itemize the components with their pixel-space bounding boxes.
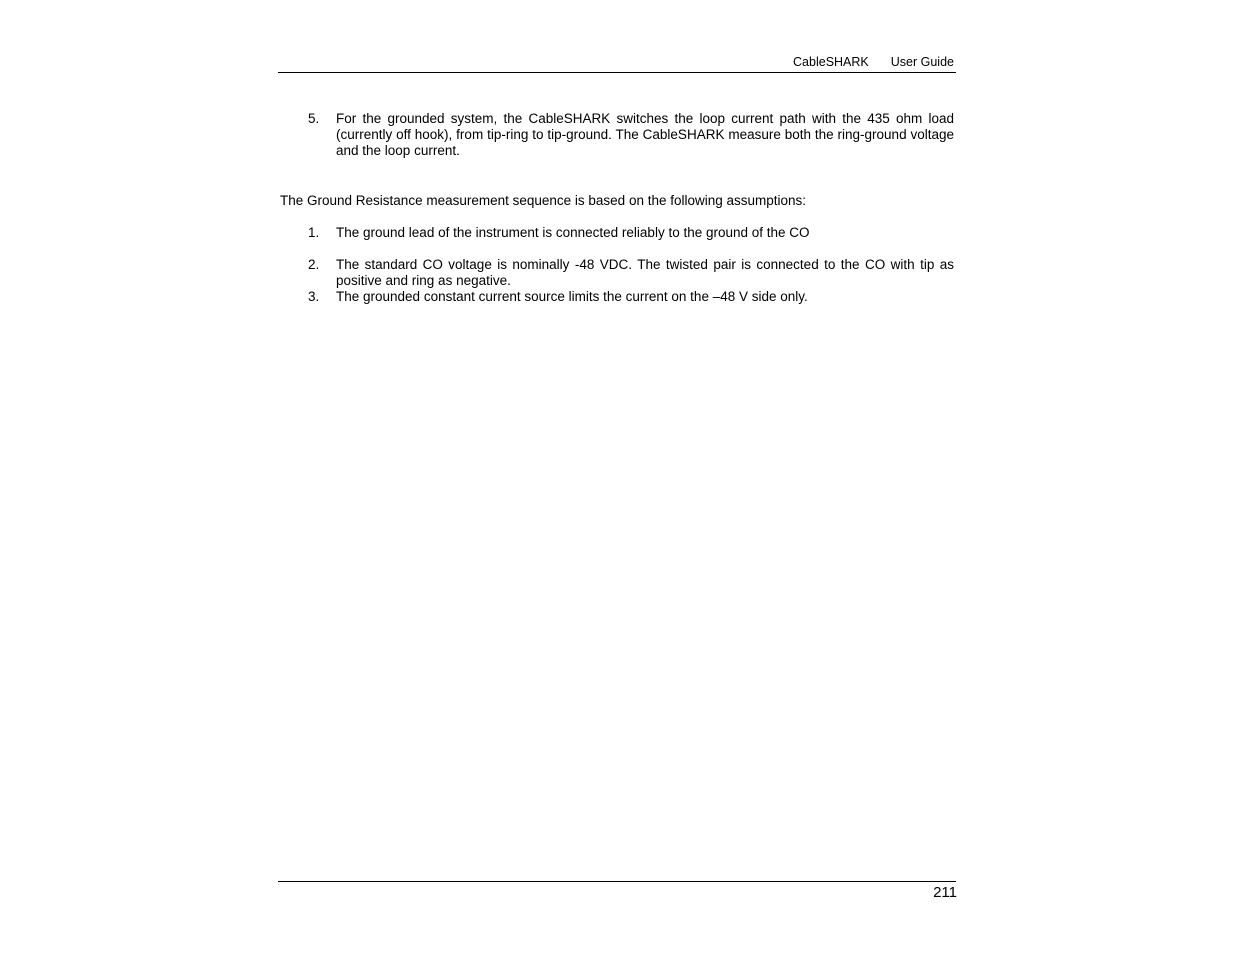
- list-text: The standard CO voltage is nominally -48 VDC. The twisted pair is connected to the CO with tip as positive and ring as negative.: [336, 257, 954, 289]
- header-product-name: CableSHARK: [793, 55, 869, 69]
- list-number: 1.: [308, 224, 320, 240]
- assumptions-intro: The Ground Resistance measurement sequence is based on the following assumptions:: [280, 192, 807, 208]
- list-text: For the grounded system, the CableSHARK switches the loop current path with the 435 ohm load (currently off hook), from tip-ring to tip-ground. The CableSHARK measure both the ring-ground voltage and the loop current.: [336, 111, 954, 159]
- header-guide-name: User Guide: [890, 55, 954, 69]
- list-item-assumption-1: [280, 225, 954, 241]
- header-text: [793, 55, 954, 70]
- list-item-step-5: [280, 111, 954, 160]
- list-text: The ground lead of the instrument is connected reliably to the ground of the CO: [336, 224, 810, 240]
- footer-rule: [278, 881, 956, 882]
- list-number: 5.: [308, 111, 320, 126]
- list-item-assumption-2: [280, 257, 954, 289]
- page-content: [280, 111, 954, 306]
- page-header: [278, 54, 956, 73]
- list-item-assumption-3: [280, 289, 954, 305]
- list-text: The grounded constant current source limits the current on the –48 V side only.: [336, 289, 808, 305]
- list-number: 3.: [308, 289, 320, 305]
- page-number: 211: [933, 884, 957, 901]
- list-number: 2.: [308, 257, 320, 273]
